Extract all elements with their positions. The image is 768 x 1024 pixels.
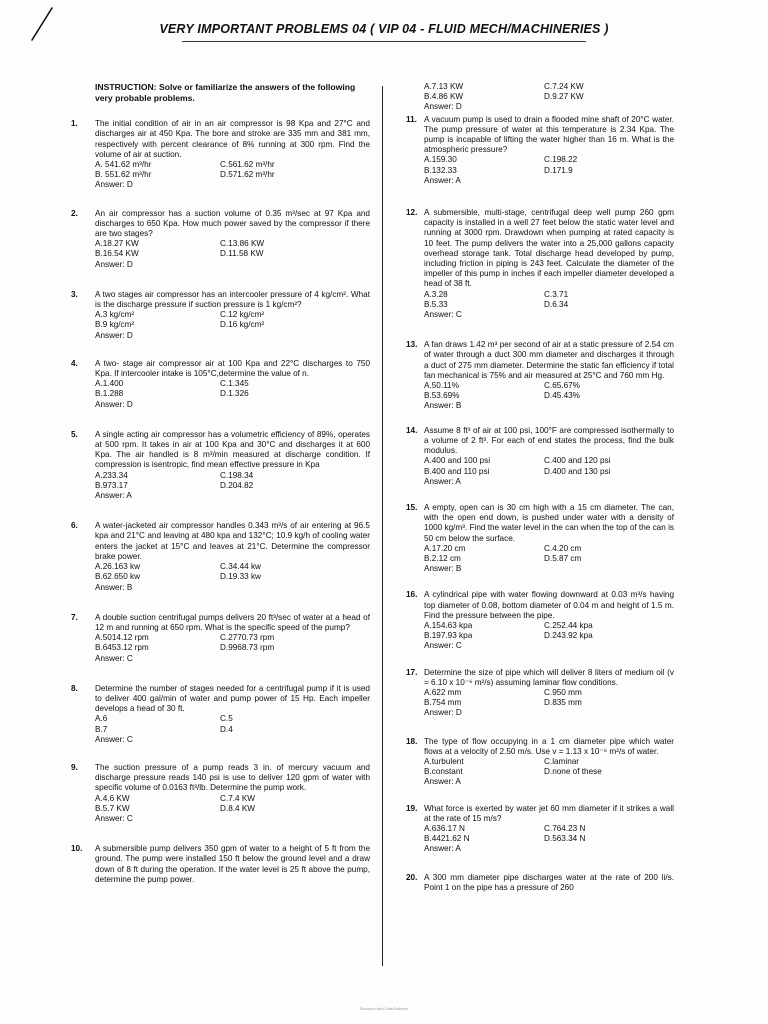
answer-choice: C.12 kg/cm²	[220, 310, 265, 320]
question-text: A 300 mm diameter pipe discharges water at the rate of 200 li/s. Point 1 on the pipe has a pressure of 260	[424, 872, 674, 892]
answer-choice: A.3.28	[424, 289, 448, 299]
answer-choice: A.26.163 kw	[95, 562, 141, 572]
answer-choice: B.1.288	[95, 389, 124, 399]
question-number: 5.	[71, 429, 78, 439]
answer-choice: B.9 kg/cm²	[95, 320, 135, 330]
answer-choices	[424, 621, 674, 641]
answer-choice: A.7.13 KW	[424, 82, 464, 91]
question-number: 16.	[406, 590, 418, 600]
answer-choice: A.622 mm	[424, 687, 462, 697]
question-text: A two stages air compressor has an intercooler pressure of 4 kg/cm². What is the discharge pressure if suction pressure is 1 kg/cm²?	[95, 289, 370, 310]
answer-choice: D.16 kg/cm²	[220, 320, 265, 330]
answer-choice: C.1.345	[220, 379, 249, 389]
answer-choices	[95, 310, 370, 330]
question-number: 17.	[406, 667, 418, 677]
answer-choice: C.764.23 N	[544, 823, 586, 833]
answer-choice: B.53.69%	[424, 391, 460, 401]
answer-choice: C.198.22	[544, 155, 578, 165]
question-text: A single acting air compressor has a volumetric efficiency of 89%, operates at 500 rpm. It takes in air at 100 Kpa and 30°C and discharges it at 600 Kpa. The air handled is 8 m³/min measured at discharge condition. If compression is isentropic, find mean effective pressure in Kpa	[95, 429, 370, 470]
answer-choices	[95, 714, 370, 734]
answer-choice: A.159.30	[424, 155, 457, 165]
question-item	[406, 590, 674, 651]
question-item	[71, 683, 370, 745]
answer-key: Answer: C	[95, 653, 133, 663]
answer-choice: C.252.44 kpa	[544, 620, 593, 630]
answer-choice: B.constant	[424, 767, 463, 777]
answer-choices	[424, 82, 674, 102]
answer-choice: A.17.20 cm	[424, 543, 466, 553]
answer-key: Answer: D	[95, 259, 133, 269]
question-text: A vacuum pump is used to drain a flooded mine shaft of 20°C water. The pump pressure of water at this temperature is 2.34 Kpa. The pump is incapable of lifting the water higher than 16 m. What is the atmospheric pressure?	[424, 114, 674, 155]
answer-choices	[95, 239, 370, 259]
question-number: 20.	[406, 872, 418, 882]
question-number: 4.	[71, 358, 78, 368]
answer-choice: C.2770.73 rpm	[220, 633, 275, 643]
answer-key: Answer: B	[424, 564, 462, 574]
question-number: 12.	[406, 208, 418, 218]
page-title: VERY IMPORTANT PROBLEMS 04 ( VIP 04 - FLUID MECH/MACHINERIES )	[159, 22, 609, 36]
answer-choice: B.6453.12 rpm	[95, 643, 149, 653]
question-number: 2.	[71, 208, 78, 218]
question-text: A double suction centrifugal pumps delivers 20 ft³/sec of water at a head of 12 m and running at 650 rpm. What is the specific speed of the pump?	[95, 612, 370, 632]
answer-choices	[424, 381, 674, 401]
answer-choice: D.19.33 kw	[220, 572, 261, 582]
question-item	[71, 208, 370, 270]
answer-key: Answer: C	[95, 813, 133, 823]
answer-choices	[424, 757, 674, 777]
question-item	[71, 429, 370, 501]
question-number: 18.	[406, 736, 418, 746]
answer-choice: C.4.20 cm	[544, 543, 582, 553]
answer-choices	[95, 794, 370, 814]
answer-choice: A.154.63 kpa	[424, 620, 473, 630]
answer-choice: A.233.34	[95, 470, 128, 480]
question-text: What force is exerted by water jet 60 mm diameter if it strikes a wall at the rate of 15 m/s?	[424, 803, 674, 823]
question-number: 9.	[71, 762, 78, 772]
answer-choice: B.4421.62 N	[424, 834, 470, 844]
answer-key: Answer: A	[95, 491, 132, 501]
question-item	[406, 502, 674, 574]
question-item	[71, 358, 370, 410]
answer-choice: C.7.24 KW	[544, 82, 584, 91]
question-item	[424, 82, 674, 113]
question-text: A two- stage air compressor air at 100 Kpa and 22°C discharges to 750 Kpa. If intercooler intake is 105°C,determine the value of n.	[95, 358, 370, 379]
question-text: A fan draws 1.42 m³ per second of air at a static pressure of 2.54 cm of water through a duct 300 mm diameter and discharges it through a duct of 275 mm diameter. Determine the static fan efficiency if total fan mechanical is 75% and air measured at 25°C and 760 mm Hg.	[424, 340, 674, 380]
answer-choice: C.400 and 120 psi	[544, 456, 611, 466]
question-text: A submersible pump delivers 350 gpm of water to a height of 5 ft from the ground. The pump were installed 150 ft below the ground level and a draw down of 8 ft during the operation. If the water level is 25 ft above the pump, determine the pump power.	[95, 844, 370, 884]
answer-key: Answer: D	[95, 180, 133, 190]
answer-choice: D.4	[220, 724, 233, 734]
question-text: The suction pressure of a pump reads 3 in. of mercury vacuum and discharge pressure reads 140 psi is use to deliver 120 gpm of water with specific volume of 0.0163 ft³/lb. Determine the pump work.	[95, 762, 370, 793]
question-item	[406, 208, 674, 320]
question-item	[406, 736, 674, 788]
answer-choices	[95, 562, 370, 582]
answer-choices	[424, 688, 674, 708]
answer-choices	[424, 290, 674, 310]
question-text: The type of flow occupying in a 1 cm diameter pipe which water flows at a velocity of 2.50 m/s. Use v = 1.13 x 10⁻⁶ m²/s of water.	[424, 736, 674, 756]
question-text: Assume 8 ft³ of air at 100 psi, 100°F are compressed isothermally to a volume of 2 ft³. For each of end states the process, find the bulk modulus.	[424, 425, 674, 456]
answer-choice: B.7	[95, 724, 108, 734]
question-item	[71, 844, 370, 885]
question-number: 19.	[406, 803, 418, 813]
answer-choice: C.950 mm	[544, 687, 582, 697]
answer-choices	[424, 456, 674, 476]
answer-choice: B.62.650 kw	[95, 572, 141, 582]
answer-choices	[95, 633, 370, 653]
answer-choice: B.5.7 KW	[95, 803, 130, 813]
question-text: Determine the size of pipe which will deliver 8 liters of medium oil (v = 6.10 x 10⁻⁶ m²/s) assuming laminar flow conditions.	[424, 667, 674, 687]
question-item	[406, 340, 674, 411]
right-column	[406, 82, 674, 893]
answer-choice: B.132.33	[424, 165, 457, 175]
answer-choice: D.8.4 KW	[220, 803, 256, 813]
answer-choice: C.198.34	[220, 470, 254, 480]
answer-choice: B.16.54 KW	[95, 249, 139, 259]
answer-choice: B.5.33	[424, 299, 448, 309]
question-text: A empty, open can is 30 cm high with a 15 cm diameter. The can, with the open end down, is pushed under water with a density of 1000 kg/m³. Find the water level in the can when the top of the can is 50 cm below the surface.	[424, 502, 674, 543]
answer-key: Answer: A	[424, 777, 461, 787]
answer-choice: B.973.17	[95, 480, 128, 490]
question-number: 7.	[71, 612, 78, 622]
question-number: 6.	[71, 521, 78, 531]
answer-choice: D.1.326	[220, 389, 249, 399]
question-item	[406, 803, 674, 855]
answer-choice: B. 551.62 m³/hr	[95, 170, 152, 180]
answer-choice: A. 541.62 m³/hr	[95, 160, 152, 169]
answer-key: Answer: C	[424, 641, 462, 651]
answer-choice: A.6	[95, 714, 108, 724]
answer-choice: D.none of these	[544, 767, 602, 777]
question-item	[71, 521, 370, 592]
answer-choice: A.turbulent	[424, 756, 464, 766]
answer-choice: B.197.93 kpa	[424, 631, 473, 641]
question-number: 15.	[406, 502, 418, 512]
column-divider	[382, 86, 383, 966]
left-column	[71, 82, 370, 885]
answer-key: Answer: D	[424, 708, 462, 718]
title-underline	[182, 41, 586, 42]
question-item	[71, 289, 370, 341]
question-item	[406, 667, 674, 719]
answer-key: Answer: D	[424, 102, 462, 112]
answer-choice: C.13.86 KW	[220, 239, 265, 249]
question-number: 14.	[406, 425, 418, 435]
answer-choice: A.5014.12 rpm	[95, 633, 149, 643]
question-number: 13.	[406, 340, 418, 350]
answer-choice: A.4.6 KW	[95, 793, 130, 803]
answer-choices	[424, 824, 674, 844]
answer-choice: C.3.71	[544, 289, 569, 299]
answer-choice: A.400 and 100 psi	[424, 456, 491, 466]
answer-choice: B.400 and 110 psi	[424, 466, 490, 476]
question-item	[71, 119, 370, 190]
answer-choice: A.18.27 KW	[95, 239, 139, 249]
answer-choices	[424, 544, 674, 564]
answer-choice: D.9968.73 rpm	[220, 643, 275, 653]
answer-key: Answer: D	[95, 399, 133, 409]
answer-choice: D.5.87 cm	[544, 553, 582, 563]
question-text: A cylindrical pipe with water flowing downward at 0.03 m³/s having top diameter of 0.08, bottom diameter of 0.04 m and height of 1.5 m. Find the pressure between the pipe.	[424, 590, 674, 620]
answer-key: Answer: D	[95, 330, 133, 340]
answer-choice: D.45.43%	[544, 391, 580, 401]
answer-key: Answer: A	[424, 476, 461, 486]
answer-choices	[95, 471, 370, 491]
question-text: The initial condition of air in an air compressor is 98 Kpa and 27°C and discharges air at 450 Kpa. The bore and stroke are 335 mm and 381 mm, respectively with percent clearance of 8% running at 300 rpm. Find the volume of air at suction.	[95, 119, 370, 159]
question-number: 10.	[71, 844, 83, 854]
answer-choice: A.3 kg/cm²	[95, 310, 135, 320]
question-text: An air compressor has a suction volume of 0.35 m³/sec at 97 Kpa and discharges to 650 Kpa. How much power saved by the compressor if there are two stages?	[95, 208, 370, 239]
answer-choices	[95, 379, 370, 399]
answer-key: Answer: C	[95, 734, 133, 744]
question-item	[71, 762, 370, 824]
answer-choice: B.2.12 cm	[424, 553, 461, 563]
answer-choice: C.65.67%	[544, 381, 580, 391]
answer-choice: D.400 and 130 psi	[544, 466, 611, 476]
answer-choice: D.243.92 kpa	[544, 631, 593, 641]
answer-choice: A.1.400	[95, 379, 124, 389]
answer-choice: C.34.44 kw	[220, 562, 261, 572]
question-number: 11.	[406, 114, 417, 124]
answer-choices	[95, 160, 370, 180]
answer-choice: C.laminar	[544, 756, 580, 766]
answer-choice: A.636.17 N	[424, 823, 465, 833]
answer-key: Answer: B	[424, 401, 462, 411]
answer-key: Answer: A	[424, 844, 461, 854]
answer-key: Answer: C	[424, 310, 462, 320]
question-item	[406, 872, 674, 893]
answer-key: Answer: B	[95, 582, 133, 592]
answer-choice: C.7.4 KW	[220, 793, 256, 803]
answer-choice: C.5	[220, 714, 233, 724]
answer-choice: D.171.9	[544, 165, 573, 175]
answer-choice: D.835 mm	[544, 698, 582, 708]
answer-choice: D.571.62 m³/hr	[220, 170, 275, 180]
question-number: 3.	[71, 289, 78, 299]
answer-choice: D.11.58 KW	[220, 249, 264, 259]
answer-choice: D.204.82	[220, 480, 254, 490]
question-item	[406, 425, 674, 487]
answer-choice: C.561.62 m³/hr	[220, 160, 275, 169]
question-item	[71, 612, 370, 664]
answer-choice: B.754 mm	[424, 698, 462, 708]
instruction-text: INSTRUCTION: Solve or familiarize the answers of the following very probable problems.	[95, 82, 356, 103]
question-text: A water-jacketed air compressor handles 0.343 m³/s of air entering at 96.5 kpa and 21°C and leaving at 480 kpa and 132°C; 10.9 kg/h of cooling water enters the jacket at 15°C and leaves at 21°C. Determine the compressor brake power.	[95, 521, 370, 561]
answer-choices	[424, 155, 674, 175]
answer-choice: D.9.27 KW	[544, 92, 584, 102]
question-number: 1.	[71, 119, 78, 129]
question-text: Determine the number of stages needed for a centrifugal pump if it is used to deliver 400 gal/min of water and pump power of 15 Hp. Each impeller develops a head of 30 ft.	[95, 683, 370, 714]
scanner-footer: Scanned with CamScanner	[359, 1006, 409, 1011]
answer-choice: D.6.34	[544, 299, 569, 309]
question-number: 8.	[71, 683, 78, 693]
answer-choice: D.563.34 N	[544, 834, 586, 844]
answer-key: Answer: A	[424, 175, 461, 185]
answer-choice: A.50.11%	[424, 381, 459, 391]
question-text: A submersible, multi-stage, centrifugal deep well pump 260 gpm capacity is installed in a well 27 feet below the static water level and running at 3000 rpm. Drawdown when pumping at rated capacity is 10 feet. The pump delivers the water into a 25,000 gallons capacity overhead storage tank. Total discharge head developed by pump, including friction in piping is 243 feet. Calculate the diameter of the impeller of this pump in inches if each impeller diameter developed a head of 38 ft.	[424, 208, 674, 289]
question-item	[406, 114, 674, 186]
answer-choice: B.4.86 KW	[424, 92, 464, 102]
